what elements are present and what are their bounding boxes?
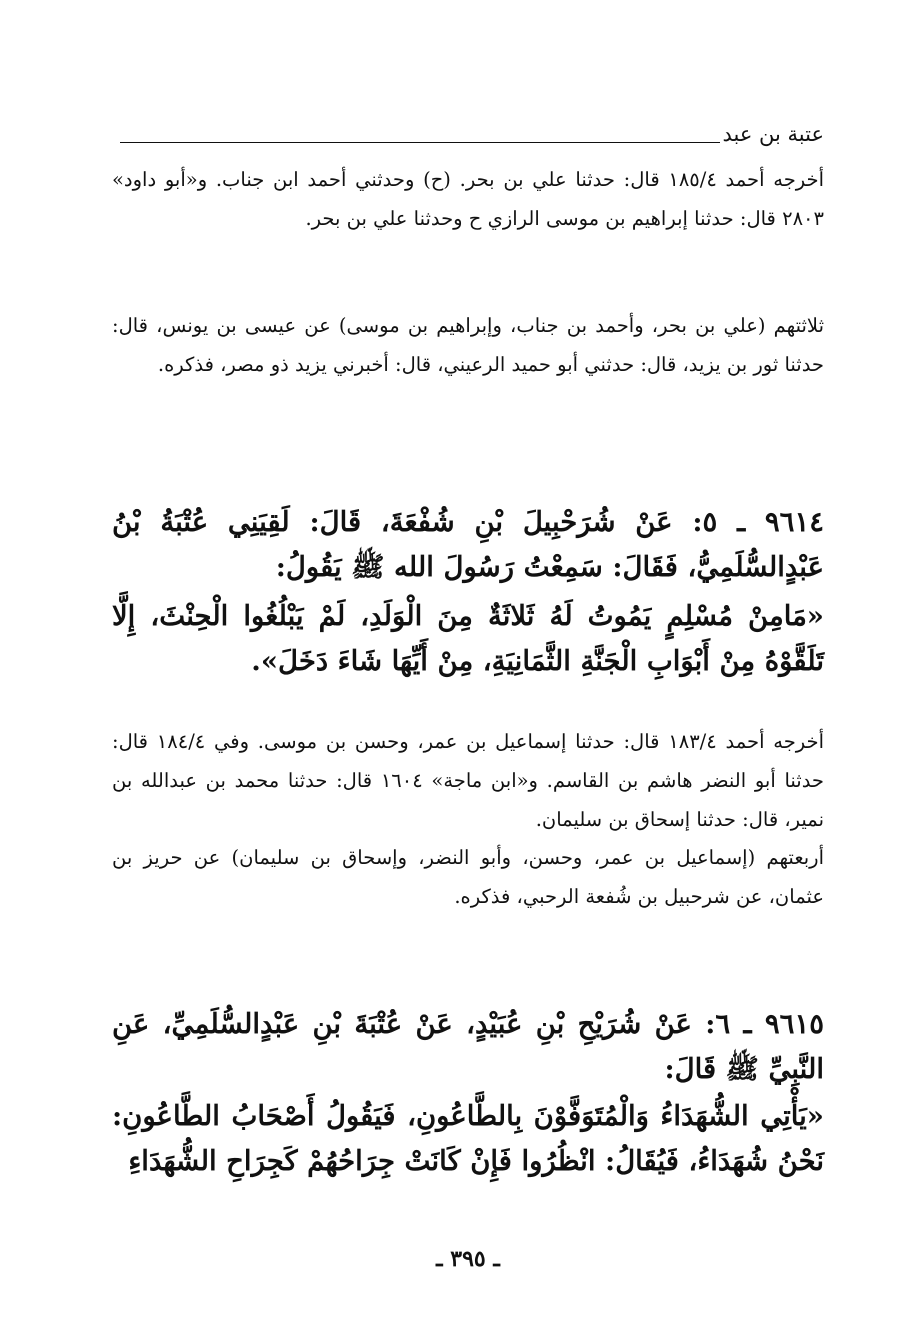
document-page bbox=[112, 110, 824, 1310]
hadith-9615-matn: «يَأْتِي الشُّهَدَاءُ وَالْمُتَوَفَّوْنَ بِالطَّاعُونِ، فَيَقُولُ أَصْحَابُ الطَّاعُونِ: نَحْنُ شُهَدَاءُ، فَيُقَالُ: انْظُرُوا فَإِنْ كَانَتْ جِرَاحُهُمْ كَجِرَاحِ الشُّهَدَاءِ bbox=[112, 1100, 824, 1177]
hadith-9615-isnad: ٩٦١٥ ـ ٦: عَنْ شُرَيْحِ بْنِ عُبَيْدٍ، عَنْ عُتْبَةَ بْنِ عَبْدٍالسُّلَمِيِّ، عَنِ النَّبِيِّ ﷺ قَالَ: bbox=[112, 1008, 824, 1085]
page-number: ـ ٣٩٥ ـ bbox=[436, 1246, 500, 1272]
hadith-9614-isnad: ٩٦١٤ ـ ٥: عَنْ شُرَحْبِيلَ بْنِ شُفْعَةَ، قَالَ: لَقِيَنِي عُتْبَةُ بْنُ عَبْدٍالسُّلَمِيُّ، فَقَالَ: سَمِعْتُ رَسُولَ الله ﷺ يَقُولُ: bbox=[112, 506, 824, 583]
running-header bbox=[112, 122, 824, 158]
takhrij-paragraph-1: أخرجه أحمد ١٨٥/٤ قال: حدثنا علي بن بحر. (ح) وحدثني أحمد ابن جناب. و«أبو داود» ٢٨٠٣ قال: حدثنا إبراهيم بن موسى الرازي ح وحدثنا علي بن بحر. bbox=[112, 168, 824, 230]
takhrij-paragraph-3: أخرجه أحمد ١٨٣/٤ قال: حدثنا إسماعيل بن عمر، وحسن بن موسى. وفي ١٨٤/٤ قال: حدثنا أبو النضر هاشم بن القاسم. و«ابن ماجة» ١٦٠٤ قال: حدثنا محمد بن عبدالله بن نمير، قال: حدثنا إسحاق بن سليمان. bbox=[112, 730, 824, 831]
hadith-9614-matn: «مَامِنْ مُسْلِمٍ يَمُوتُ لَهُ ثَلاثَةٌ مِنَ الْوَلَدِ، لَمْ يَبْلُغُوا الْحِنْثَ، إِلَّا تَلَقَّوْهُ مِنْ أَبْوَابِ الْجَنَّةِ الثَّمَانِيَةِ، مِنْ أَيِّهَا شَاءَ دَخَلَ». bbox=[112, 600, 824, 677]
takhrij-paragraph-2: ثلاثتهم (علي بن بحر، وأحمد بن جناب، وإبراهيم بن موسى) عن عيسى بن يونس، قال: حدثنا ثور بن يزيد، قال: حدثني أبو حميد الرعيني، قال: أخبرني يزيد ذو مصر، فذكره. bbox=[112, 314, 824, 376]
header-rule bbox=[120, 142, 720, 143]
header-title: عتبة بن عبد bbox=[722, 122, 824, 146]
takhrij-paragraph-4: أربعتهم (إسماعيل بن عمر، وحسن، وأبو النضر، وإسحاق بن سليمان) عن حريز بن عثمان، عن شرحبيل بن شُفعة الرحبي، فذكره. bbox=[112, 846, 824, 908]
